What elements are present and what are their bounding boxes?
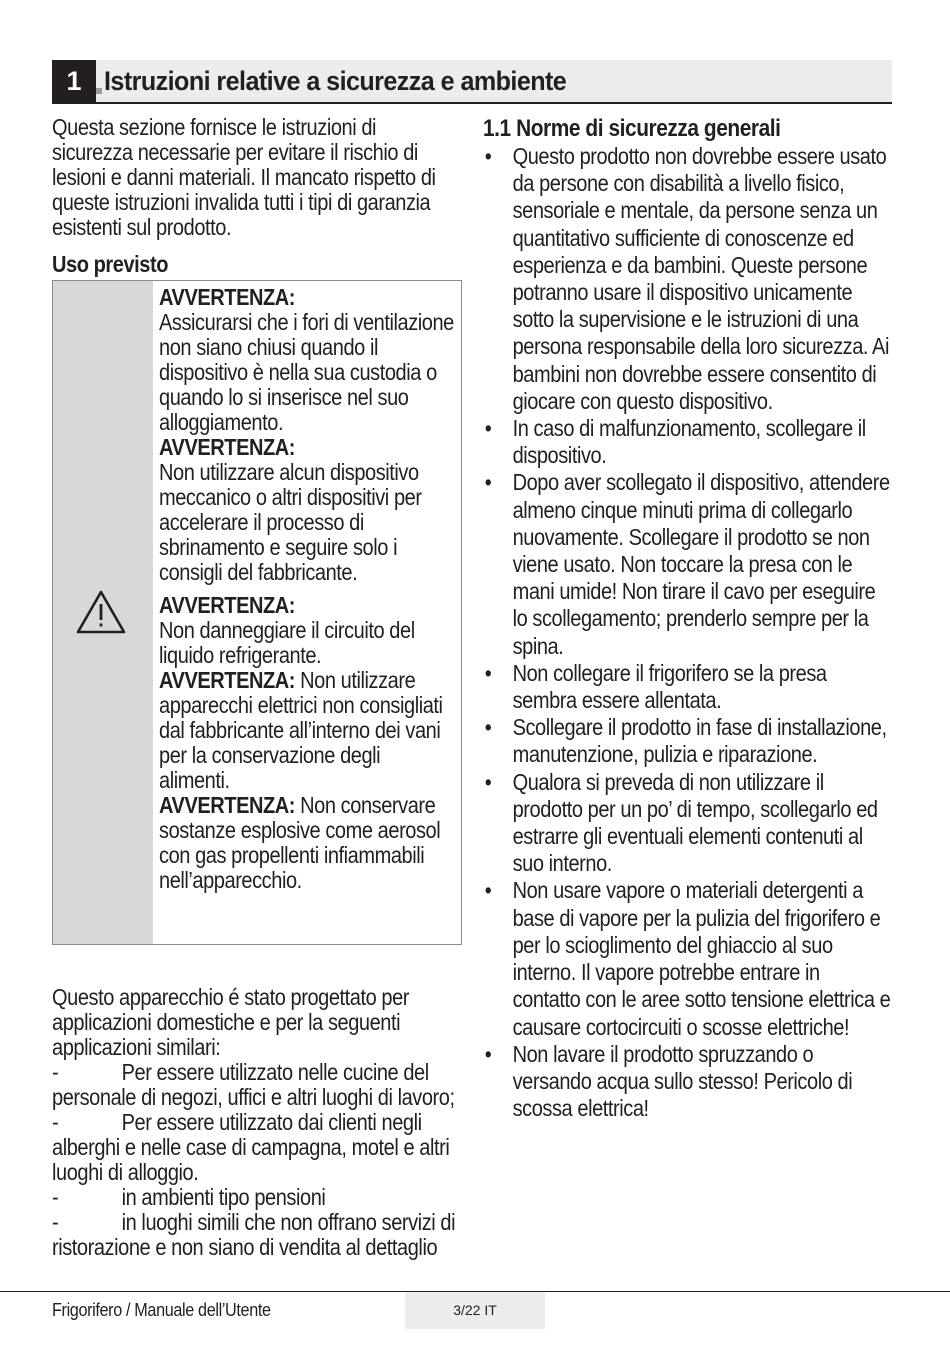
right-column — [483, 115, 892, 1122]
warning-label: AVVERTENZA: — [159, 434, 296, 460]
safety-heading: 1.1 Norme di sicurezza generali — [483, 115, 781, 142]
usage-text: Per essere utilizzato nelle cucine del personale di negozi, uffici e altri luoghi di lavoro; — [52, 1059, 455, 1110]
intro-paragraph: Questa sezione fornisce le istruzioni di sicurezza necessarie per evitare il rischio di lesioni e danni materiali. Il mancato rispetto di queste istruzioni invalida tutti i tipi di garanzia esistenti sul prodotto. — [52, 114, 436, 240]
usage-dash: - — [52, 1209, 59, 1235]
warning-text: Non danneggiare il circuito del liquido refrigerante. — [159, 617, 415, 668]
usage-text: in ambienti tipo pensioni — [121, 1184, 326, 1210]
warning-label: AVVERTENZA: — [159, 667, 296, 693]
section-header — [52, 60, 892, 104]
safety-list-item: • Questo prodotto non dovrebbe essere usato da persone con disabilità a livello fisico, sensoriale e mentale, da persone senza un quantitativo sufficiente di conoscenze ed esperienza e da bambini. Queste persone potranno usare il dispositivo unicamente sotto la supervisione e le istruzioni di una persona responsabile della loro sicurezza. Ai bambini non dovrebbe essere consentito di giocare con questo dispositivo. — [483, 143, 892, 415]
warning-4 — [159, 668, 455, 793]
warning-text: Assicurarsi che i fori di ventilazione non siano chiusi quando il dispositivo è nella sua custodia o quando lo si inserisce nel suo alloggiamento. — [159, 309, 454, 435]
usage-text: in luoghi simili che non offrano servizi di ristorazione e non siano di vendita al dettaglio — [52, 1209, 456, 1260]
usage-item — [52, 1060, 461, 1110]
warning-triangle-icon — [75, 589, 127, 635]
usage-intro: Questo apparecchio é stato progettato per applicazioni domestiche e per la seguenti applicazioni similari: — [52, 984, 410, 1060]
warning-label: AVVERTENZA: — [159, 592, 296, 618]
usage-item — [52, 1110, 461, 1185]
section-number-dot — [96, 88, 102, 94]
warning-text-block — [159, 285, 455, 893]
safety-list-item: • In caso di malfunzionamento, scollegare il dispositivo. — [483, 415, 892, 469]
section-title: Istruzioni relative a sicurezza e ambiente — [104, 66, 567, 96]
page-number: 3/22 IT — [405, 1292, 545, 1329]
warning-3 — [159, 593, 455, 668]
usage-dash: - — [52, 1059, 59, 1085]
warning-1 — [159, 285, 455, 435]
usage-dash: - — [52, 1109, 59, 1135]
safety-list-item: • Dopo aver scollegato il dispositivo, attendere almeno cinque minuti prima di collegarlo nuovamente. Scollegare il prodotto se non viene usato. Non toccare la presa con le mani umide! Non tirare il cavo per eseguire lo scollegamento; prenderlo sempre per la spina. — [483, 469, 892, 659]
uso-previsto-heading: Uso previsto — [52, 251, 168, 277]
safety-list — [483, 143, 892, 1122]
safety-list-item: • Qualora si preveda di non utilizzare il prodotto per un po’ di tempo, scollegarlo ed estrarre gli eventuali elementi contenuti al suo interno. — [483, 769, 892, 878]
safety-list-item: • Non usare vapore o materiali detergenti a base di vapore per la pulizia del frigorifero e per lo scioglimento del ghiaccio al suo interno. Il vapore potrebbe entrare in contatto con le aree sotto tensione elettrica e causare cortocircuiti o scosse elettriche! — [483, 877, 892, 1040]
usage-section — [52, 985, 461, 1260]
left-column — [52, 115, 462, 278]
warning-2 — [159, 435, 455, 585]
safety-list-item: • Non lavare il prodotto spruzzando o versando acqua sullo stesso! Pericolo di scossa elettrica! — [483, 1041, 892, 1123]
warning-text: Non utilizzare alcun dispositivo meccanico o altri dispositivi per accelerare il processo di sbrinamento e seguire solo i consigli del fabbricante. — [159, 459, 422, 585]
warning-text: Non conservare sostanze esplosive come aerosol con gas propellenti infiammabili nell’apparecchio. — [159, 792, 441, 893]
safety-list-item: • Scollegare il prodotto in fase di installazione, manutenzione, pulizia e riparazione. — [483, 714, 892, 768]
warning-5 — [159, 793, 455, 893]
section-number: 1 — [52, 60, 96, 102]
usage-text: Per essere utilizzato dai clienti negli alberghi e nelle case di campagna, motel e altri luoghi di alloggio. — [52, 1109, 450, 1185]
warning-text: Non utilizzare apparecchi elettrici non consigliati dal fabbricante all’interno dei vani per la conservazione degli alimenti. — [159, 667, 443, 793]
warning-label: AVVERTENZA: — [159, 284, 296, 310]
usage-item — [52, 1185, 461, 1210]
warning-box — [52, 280, 462, 945]
safety-list-item: • Non collegare il frigorifero se la presa sembra essere allentata. — [483, 660, 892, 714]
usage-item — [52, 1210, 461, 1260]
footer-title: Frigorifero / Manuale dell’Utente — [52, 1300, 271, 1320]
usage-dash: - — [52, 1184, 59, 1210]
warning-label: AVVERTENZA: — [159, 792, 296, 818]
